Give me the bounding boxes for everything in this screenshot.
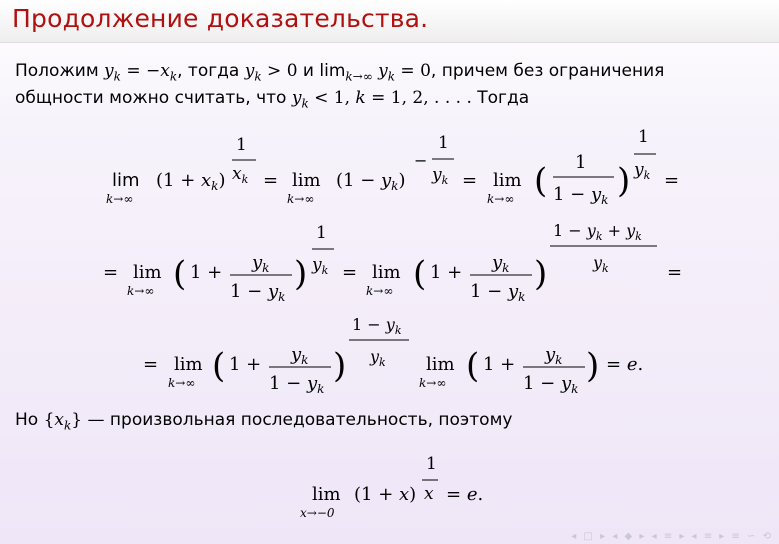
svg-text:k→∞: k→∞ [366,284,394,298]
formula-row-1 [106,127,679,207]
svg-text:1 − yk: $1 - y_k$ [352,315,402,337]
svg-text:): ) [534,254,548,294]
svg-text:): ) [333,346,347,386]
svg-text:k→∞: k→∞ [127,284,155,298]
paragraph-1-line-1: Положим $y_k = -x_k$, тогда $y_k > 0$ и $\lim_{k\to\infty} y_k = 0$, причем без ограничения [15,61,665,84]
svg-text:yk: $y_k$ [291,344,309,367]
svg-text:1 +: 1 + [430,262,463,283]
text-togda-2: Тогда [477,88,530,108]
svg-text:1: 1 [575,152,587,173]
svg-text:(: ( [466,346,480,386]
svg-text:=: = [664,170,680,191]
svg-text:= e.: = e. [606,354,644,375]
svg-text:): ) [617,161,631,201]
svg-text:1 − yk: $1 - y_k$ [269,373,325,396]
svg-text:1 − yk: $1 - y_k$ [523,373,579,396]
svg-text:=: = [143,354,159,375]
svg-text:1 − yk: $1 - y_k$ [230,281,286,304]
formula-row-3 [143,315,643,396]
svg-text:(: ( [173,254,187,294]
svg-text:yk: $y_k$ [312,255,329,277]
svg-text:−: − [414,151,428,170]
svg-text:k→∞: k→∞ [168,376,196,390]
svg-text:lim: lim [292,170,321,191]
svg-text:(1 + xk): $(1 + x_k)$ [156,170,226,193]
svg-text:k→∞: k→∞ [287,192,315,206]
svg-text:lim: lim [174,354,203,375]
svg-text:1 − yk: $1 - y_k$ [553,184,609,207]
svg-text:yk: $y_k$ [634,160,651,182]
svg-text:1 +: 1 + [190,262,223,283]
text-togda: , тогда [177,61,240,81]
paragraph-1-line-2: общности можно считать, что $y_k < 1$, k = 1, 2, . . . . Тогда [15,88,530,111]
svg-text:1 +: 1 + [229,354,262,375]
svg-text:=: = [263,170,279,191]
svg-text:): ) [586,346,600,386]
text-no: Но [15,410,39,430]
svg-text:(1 + x): (1 + x) [354,484,417,505]
svg-text:yk: $y_k$ [370,347,386,369]
formula-row-2 [103,221,682,304]
svg-text:= e.: = e. [446,484,484,505]
svg-text:x→−0: x→−0 [300,506,335,520]
beamer-navigation-icons[interactable]: ◂ □ ▸ ◂ ◆ ▸ ◂ ≡ ▸ ◂ ≡ ▸ ≡ ∽ ⟲ [571,531,773,542]
svg-text:yk: $y_k$ [593,253,609,275]
svg-text:1 − yk: $1 - y_k$ [470,281,526,304]
svg-text:(1 − yk): $(1 - y_k)$ [336,170,406,193]
svg-text:lim: lim [312,484,341,505]
svg-text:=: = [462,170,478,191]
slide-title: Продолжение доказательства. [12,4,429,33]
svg-text:(: ( [413,254,427,294]
svg-text:1: 1 [638,127,649,147]
svg-text:1: 1 [316,223,327,243]
svg-text:1: 1 [236,135,247,155]
formula-final [300,454,483,520]
svg-text:(: ( [212,346,226,386]
svg-text:k→∞: k→∞ [106,192,134,206]
text-i-lim: и lim [302,61,346,81]
svg-text:xk: $x_k$ [232,164,249,186]
svg-text:): ) [294,254,308,294]
text-proizvolnaya: — произвольная последовательность, поэтому [87,410,513,430]
svg-text:=: = [667,262,683,283]
svg-text:k→∞: k→∞ [487,192,515,206]
paragraph-2: Но $\{x_k\}$ — произвольная последовательность, поэтому [15,410,513,433]
svg-text:lim: lim [426,354,455,375]
svg-text:yk: $y_k$ [252,252,270,275]
svg-text:yk: $y_k$ [492,252,510,275]
svg-text:yk: $y_k$ [545,344,563,367]
text-polozhim: Положим [15,61,99,81]
svg-text:lim: lim [372,262,401,283]
svg-text:1: 1 [438,133,449,153]
svg-text:k→∞: k→∞ [419,376,447,390]
svg-text:lim: lim [133,262,162,283]
svg-text:=: = [342,262,358,283]
svg-text:yk: $y_k$ [432,165,449,187]
svg-text:lim: lim [493,170,522,191]
svg-text:1 +: 1 + [483,354,516,375]
svg-text:lim: lim [112,170,140,191]
svg-text:1 − yk + yk: $1 - y_k + y_k$ [553,221,642,243]
text-obshchnosti: общности можно считать, что [15,88,287,108]
svg-text:(: ( [534,161,548,201]
svg-text:=: = [103,262,119,283]
svg-text:x: x [424,484,434,504]
svg-text:1: 1 [426,454,437,474]
text-prichem: , причем без ограничения [430,61,665,81]
